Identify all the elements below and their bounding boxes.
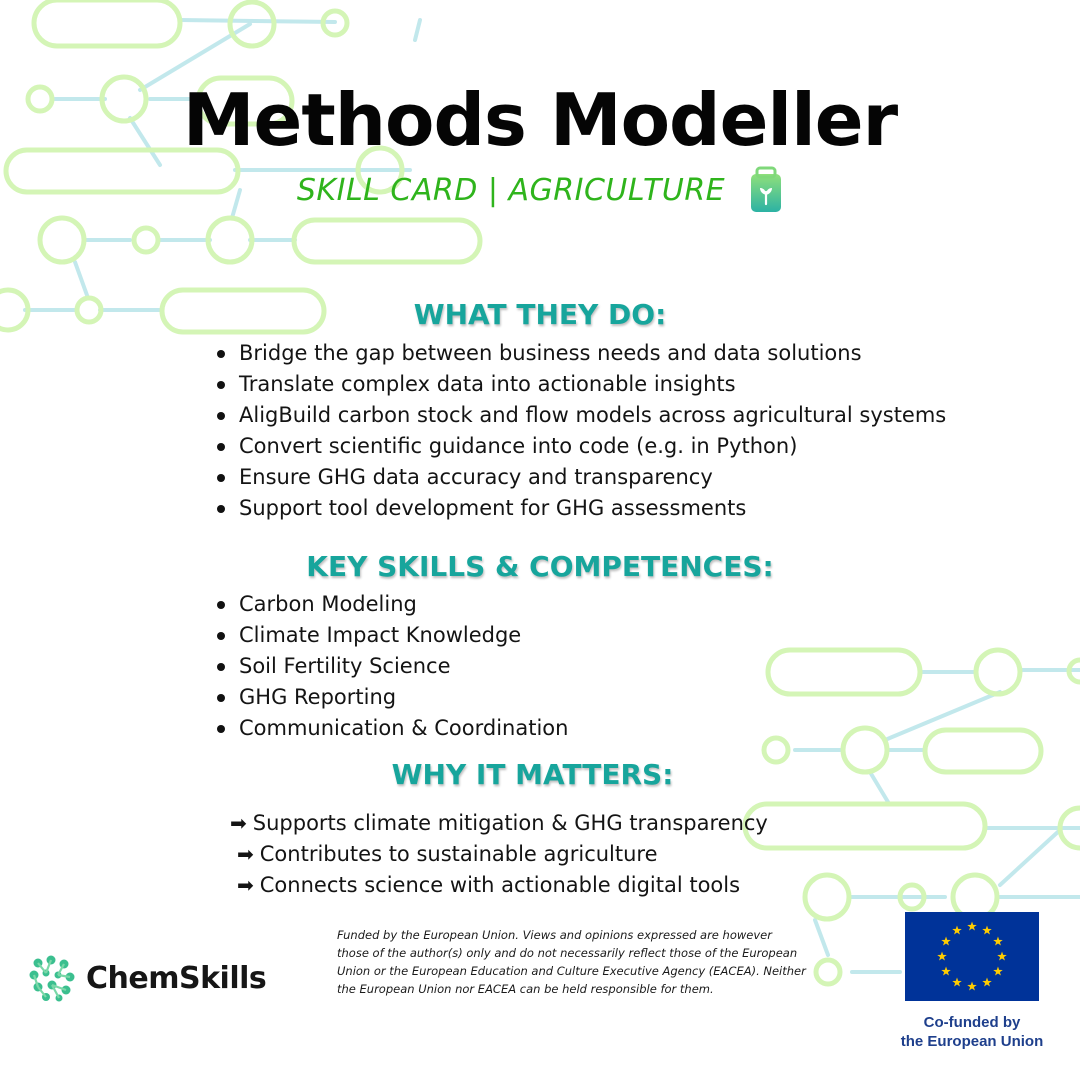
right-arrow-icon: ➡ xyxy=(237,873,254,897)
list-item: Ensure GHG data accuracy and transparency xyxy=(215,462,946,493)
bullet-dot-icon xyxy=(217,601,225,609)
bullet-dot-icon xyxy=(217,443,225,451)
list-item: Soil Fertility Science xyxy=(215,651,568,682)
key-skills-list xyxy=(215,589,568,744)
why-it-matters-heading: WHY IT MATTERS: xyxy=(391,758,674,791)
list-item: AligBuild carbon stock and flow models across agricultural systems xyxy=(215,400,946,431)
brand-name: ChemSkills xyxy=(86,960,267,996)
eu-cofunded-line-2: the European Union xyxy=(900,1033,1044,1050)
list-item: Convert scientific guidance into code (e.g. in Python) xyxy=(215,431,946,462)
list-item: ➡ Contributes to sustainable agriculture xyxy=(230,839,768,870)
bullet-dot-icon xyxy=(217,505,225,513)
list-item: Bridge the gap between business needs and data solutions xyxy=(215,338,946,369)
eu-cofunded-badge xyxy=(892,912,1052,1051)
list-item: Support tool development for GHG assessments xyxy=(215,493,946,524)
eu-cofunded-text xyxy=(892,1013,1052,1051)
eu-flag-icon xyxy=(905,912,1039,1001)
page-title: Methods Modeller xyxy=(182,78,898,162)
chemskills-brand xyxy=(26,953,266,1003)
bullet-dot-icon xyxy=(217,725,225,733)
list-item: ➡ Connects science with actionable digital tools xyxy=(230,870,768,901)
list-item: Climate Impact Knowledge xyxy=(215,620,568,651)
bullet-dot-icon xyxy=(217,694,225,702)
bullet-dot-icon xyxy=(217,474,225,482)
list-item: ➡ Supports climate mitigation & GHG transparency xyxy=(230,808,768,839)
right-arrow-icon: ➡ xyxy=(237,842,254,866)
list-item: Communication & Coordination xyxy=(215,713,568,744)
what-they-do-list xyxy=(215,338,946,524)
eu-cofunded-line-1: Co-funded by xyxy=(923,1014,1021,1031)
bullet-dot-icon xyxy=(217,632,225,640)
key-skills-heading: KEY SKILLS & COMPETENCES: xyxy=(306,550,774,583)
chemskills-logo-icon xyxy=(26,953,76,1003)
right-arrow-icon: ➡ xyxy=(230,811,247,835)
bullet-dot-icon xyxy=(217,350,225,358)
funding-disclaimer: Funded by the European Union. Views and opinions expressed are however those of the author(s) only and do not necessarily reflect those of the European Union or the European Education and Culture Executive Agency (EACEA). Neither the European Union nor EACEA can be held responsible for them. xyxy=(337,928,806,996)
list-item: GHG Reporting xyxy=(215,682,568,713)
why-it-matters-list xyxy=(230,808,768,901)
shopping-bag-sprout-icon xyxy=(749,166,783,214)
bullet-dot-icon xyxy=(217,381,225,389)
skill-card-subtitle: SKILL CARD | AGRICULTURE xyxy=(296,172,726,208)
what-they-do-heading: WHAT THEY DO: xyxy=(413,298,667,331)
subtitle-row xyxy=(0,166,1080,214)
list-item: Translate complex data into actionable insights xyxy=(215,369,946,400)
bullet-dot-icon xyxy=(217,663,225,671)
bullet-dot-icon xyxy=(217,412,225,420)
list-item: Carbon Modeling xyxy=(215,589,568,620)
